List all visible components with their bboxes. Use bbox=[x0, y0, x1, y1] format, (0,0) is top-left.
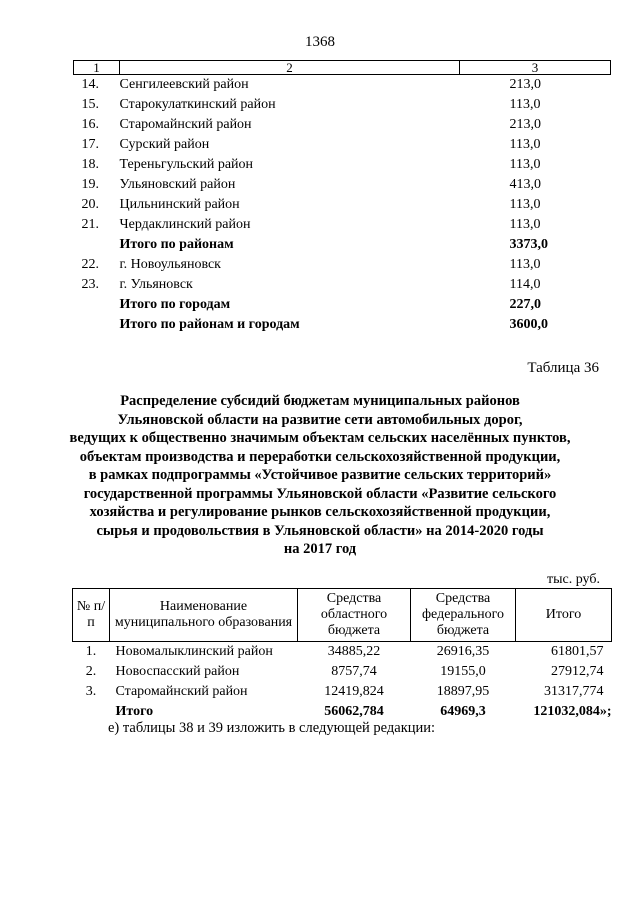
footer-instruction: е) таблицы 38 и 39 изложить в следующей редакции: bbox=[108, 720, 436, 736]
districts-table-body bbox=[74, 75, 611, 336]
row-number: 19. bbox=[81, 177, 99, 192]
row-value: 213,0 bbox=[509, 77, 541, 92]
row-number: 3. bbox=[85, 684, 97, 699]
total-num-empty bbox=[73, 702, 110, 722]
row-value: 3373,0 bbox=[509, 237, 548, 252]
total-sum: 121032,084»; bbox=[533, 704, 612, 719]
table-row bbox=[74, 235, 611, 255]
total-label: Итого bbox=[115, 704, 154, 719]
title-line: на 2017 год bbox=[283, 541, 357, 557]
title-line: хозяйства и регулирование рынков сельскохозяйственной продукции, bbox=[89, 504, 551, 520]
row-name: Итого по районам и городам bbox=[119, 317, 300, 332]
row-name: Чердаклинский район bbox=[119, 217, 251, 232]
row-name: г. Ульяновск bbox=[119, 277, 193, 292]
row-value: 227,0 bbox=[509, 297, 541, 312]
title-line: Ульяновской области на развитие сети автомобильных дорог, bbox=[117, 411, 523, 428]
subsidies-table bbox=[72, 588, 612, 722]
total-regional: 56062,784 bbox=[324, 704, 384, 719]
table-row bbox=[73, 662, 612, 682]
row-name: Сурский район bbox=[119, 137, 210, 152]
header-name: Наименование муниципального образования bbox=[110, 589, 298, 642]
title-line: ведущих к общественно значимым объектам сельских населённых пунктов, bbox=[69, 430, 571, 446]
row-total: 61801,57 bbox=[551, 644, 604, 659]
title-line: сырья и продовольствия в Ульяновской области» на 2014-2020 годы bbox=[96, 522, 544, 539]
row-name: Тереньгульский район bbox=[119, 157, 254, 172]
title-line: объектам производства и переработки сельскохозяйственной продукции, bbox=[79, 448, 561, 465]
table-row bbox=[74, 175, 611, 195]
header-regional: Средства областного бюджета bbox=[298, 589, 411, 642]
row-value: 3600,0 bbox=[509, 317, 548, 332]
districts-table bbox=[73, 60, 611, 335]
row-name: Новоспасский район bbox=[115, 664, 240, 679]
row-number: 15. bbox=[81, 97, 99, 112]
table-row bbox=[73, 682, 612, 702]
table-title bbox=[40, 392, 600, 559]
table-label: Таблица 36 bbox=[527, 360, 599, 376]
header-total: Итого bbox=[516, 589, 612, 642]
row-number: 2. bbox=[85, 664, 97, 679]
table-row bbox=[74, 275, 611, 295]
row-federal: 18897,95 bbox=[436, 684, 490, 699]
row-name: Новомалыклинский район bbox=[115, 644, 273, 659]
row-value: 213,0 bbox=[509, 117, 541, 132]
row-federal: 26916,35 bbox=[436, 644, 490, 659]
row-value: 113,0 bbox=[509, 97, 541, 112]
table-row bbox=[74, 315, 611, 335]
row-total: 27912,74 bbox=[551, 664, 604, 679]
row-value: 113,0 bbox=[509, 217, 541, 232]
row-number: 18. bbox=[81, 157, 99, 172]
row-number: 14. bbox=[81, 77, 99, 92]
header-col-2: 2 bbox=[120, 61, 460, 75]
row-number bbox=[74, 315, 120, 335]
row-number: 16. bbox=[81, 117, 99, 132]
table-row bbox=[74, 295, 611, 315]
row-regional: 12419,824 bbox=[324, 684, 384, 699]
row-name: Старокулаткинский район bbox=[119, 97, 276, 112]
header-col-3: 3 bbox=[460, 61, 611, 75]
table-row bbox=[74, 195, 611, 215]
row-total: 31317,774 bbox=[544, 684, 604, 699]
row-name: Итого по городам bbox=[119, 297, 231, 312]
row-name: Сенгилеевский район bbox=[119, 77, 249, 92]
total-row bbox=[73, 702, 612, 722]
row-number: 22. bbox=[81, 257, 99, 272]
row-federal: 19155,0 bbox=[440, 664, 486, 679]
row-value: 413,0 bbox=[509, 177, 541, 192]
row-number: 1. bbox=[85, 644, 97, 659]
title-line: Распределение субсидий бюджетам муниципальных районов bbox=[120, 393, 520, 409]
table-header-row bbox=[74, 61, 611, 75]
row-value: 113,0 bbox=[509, 137, 541, 152]
subsidies-table-body bbox=[73, 642, 612, 723]
table-row bbox=[74, 95, 611, 115]
title-line: государственной программы Ульяновской области «Развитие сельского bbox=[83, 485, 557, 502]
total-federal: 64969,3 bbox=[440, 704, 486, 719]
row-value: 113,0 bbox=[509, 157, 541, 172]
row-value: 113,0 bbox=[509, 257, 541, 272]
row-name: Итого по районам bbox=[119, 237, 234, 252]
unit-label: тыс. руб. bbox=[547, 572, 600, 587]
table-row bbox=[74, 215, 611, 235]
row-value: 113,0 bbox=[509, 197, 541, 212]
row-number: 17. bbox=[81, 137, 99, 152]
row-value: 114,0 bbox=[509, 277, 541, 292]
row-number bbox=[74, 235, 120, 255]
table-row bbox=[74, 75, 611, 96]
table-row bbox=[74, 115, 611, 135]
header-col-1: 1 bbox=[74, 61, 120, 75]
row-name: Цильнинский район bbox=[119, 197, 240, 212]
header-num: № п/п bbox=[73, 589, 110, 642]
row-name: Ульяновский район bbox=[119, 177, 236, 192]
table-row bbox=[73, 642, 612, 663]
table-row bbox=[74, 135, 611, 155]
row-regional: 8757,74 bbox=[331, 664, 377, 679]
row-name: Старомайнский район bbox=[119, 117, 252, 132]
row-name: Старомайнский район bbox=[115, 684, 248, 699]
row-regional: 34885,22 bbox=[327, 644, 381, 659]
table-row bbox=[74, 155, 611, 175]
title-line: в рамках подпрограммы «Устойчивое развитие сельских территорий» bbox=[88, 467, 552, 483]
row-name: г. Новоульяновск bbox=[119, 257, 221, 272]
row-number: 23. bbox=[81, 277, 99, 292]
subsidies-header-row bbox=[73, 589, 612, 642]
row-number: 20. bbox=[81, 197, 99, 212]
table-row bbox=[74, 255, 611, 275]
row-number: 21. bbox=[81, 217, 99, 232]
page-number: 1368 bbox=[305, 34, 335, 50]
row-number bbox=[74, 295, 120, 315]
header-federal: Средства федерального бюджета bbox=[411, 589, 516, 642]
